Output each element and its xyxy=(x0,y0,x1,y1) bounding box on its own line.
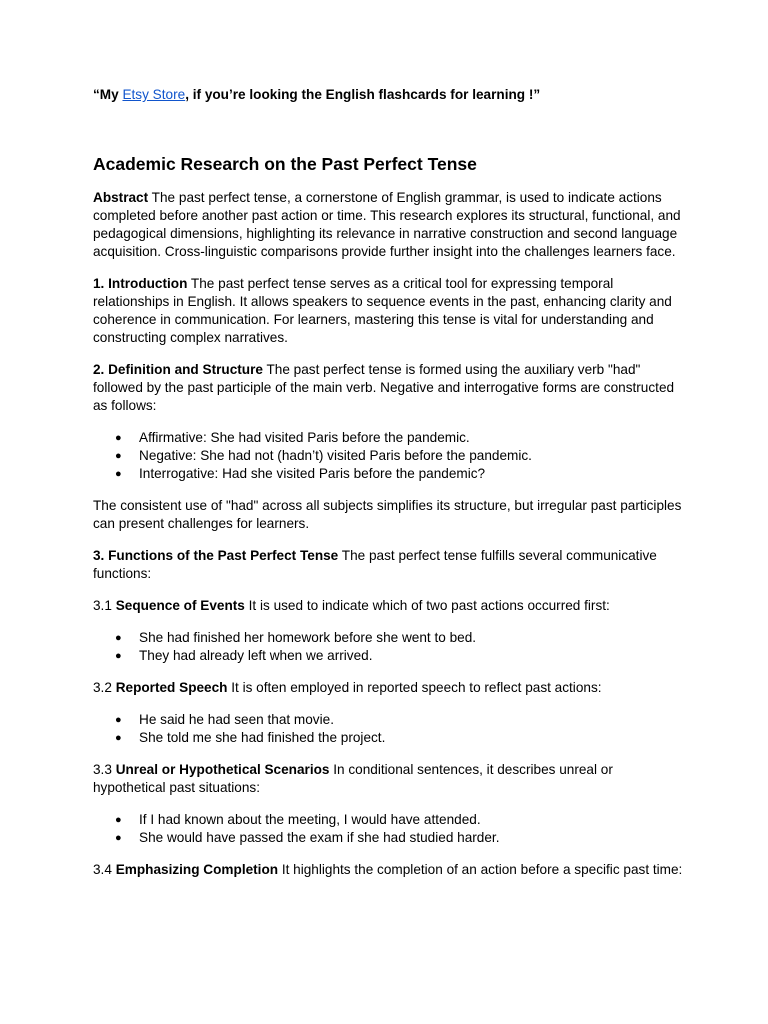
list-item-text: He said he had seen that movie. xyxy=(139,712,334,727)
bullet-icon: ● xyxy=(115,732,122,744)
page-title: Academic Research on the Past Perfect Tense xyxy=(93,154,477,174)
promo-line xyxy=(93,86,683,104)
section-number: 3.3 xyxy=(93,762,116,777)
list-item xyxy=(115,647,683,665)
section-3-2-paragraph xyxy=(93,679,683,697)
list-item-text: If I had known about the meeting, I would have attended. xyxy=(139,812,481,827)
introduction-text: The past perfect tense serves as a critical tool for expressing temporal relationships in English. It allows speakers to sequence events in the past, enhancing clarity and coherence in communication. For learners, mastering this tense is vital for understanding and constructing complex narratives. xyxy=(93,276,672,345)
list-item-text: Negative: She had not (hadn’t) visited Paris before the pandemic. xyxy=(139,448,532,463)
definition-list xyxy=(93,429,683,483)
abstract-text: The past perfect tense, a cornerstone of English grammar, is used to indicate actions completed before another past action or time. This research explores its structural, functional, and pedagogical dimensions, highlighting its relevance in narrative construction and second language acquisition. Cross-linguistic comparisons provide further insight into the challenges learners face. xyxy=(93,190,681,259)
definition-label: 2. Definition and Structure xyxy=(93,362,263,377)
introduction-paragraph xyxy=(93,275,683,347)
promo-suffix: , if you’re looking the English flashcards for learning !” xyxy=(185,87,541,102)
list-item xyxy=(115,829,683,847)
list-item xyxy=(115,429,683,447)
section-3-2-list xyxy=(93,711,683,747)
section-3-1-paragraph xyxy=(93,597,683,615)
list-item xyxy=(115,465,683,483)
bullet-icon: ● xyxy=(115,650,122,662)
list-item xyxy=(115,729,683,747)
bullet-icon: ● xyxy=(115,832,122,844)
section-3-2-label: Reported Speech xyxy=(115,680,228,695)
list-item xyxy=(115,811,683,829)
section-3-3-text: In conditional sentences, it describes unreal or hypothetical past situations: xyxy=(93,762,613,795)
etsy-store-link[interactable]: Etsy Store xyxy=(122,87,186,102)
bullet-icon: ● xyxy=(115,450,122,462)
bullet-icon: ● xyxy=(115,814,122,826)
bullet-icon: ● xyxy=(115,468,122,480)
document-page xyxy=(93,86,683,879)
section-3-1-text: It is used to indicate which of two past actions occurred first: xyxy=(244,598,610,613)
bullet-icon: ● xyxy=(115,432,122,444)
section-number: 3.4 xyxy=(93,862,116,877)
section-number: 3.2 xyxy=(93,680,116,695)
section-3-4-text: It highlights the completion of an action before a specific past time: xyxy=(278,862,683,877)
section-3-1-list xyxy=(93,629,683,665)
list-item xyxy=(115,447,683,465)
bullet-icon: ● xyxy=(115,632,122,644)
section-3-4-paragraph xyxy=(93,861,683,879)
promo-prefix: “My xyxy=(93,87,123,102)
section-3-4-label: Emphasizing Completion xyxy=(115,862,279,877)
functions-paragraph xyxy=(93,547,683,583)
functions-text: The past perfect tense fulfills several communicative functions: xyxy=(93,548,657,581)
definition-text: The past perfect tense is formed using the auxiliary verb "had" followed by the past participle of the main verb. Negative and interrogative forms are constructed as follows: xyxy=(93,362,675,413)
list-item-text: Interrogative: Had she visited Paris before the pandemic? xyxy=(139,466,486,481)
list-item-text: Affirmative: She had visited Paris before the pandemic. xyxy=(139,430,470,445)
list-item-text: She told me she had finished the project. xyxy=(139,730,386,745)
abstract-paragraph xyxy=(93,189,683,261)
section-3-2-text: It is often employed in reported speech to reflect past actions: xyxy=(227,680,602,695)
list-item xyxy=(115,711,683,729)
list-item-text: They had already left when we arrived. xyxy=(139,648,373,663)
functions-label: 3. Functions of the Past Perfect Tense xyxy=(93,548,339,563)
section-number: 3.1 xyxy=(93,598,116,613)
introduction-label: 1. Introduction xyxy=(93,276,188,291)
list-item-text: She would have passed the exam if she had studied harder. xyxy=(139,830,500,845)
section-3-3-list xyxy=(93,811,683,847)
definition-note: The consistent use of "had" across all subjects simplifies its structure, but irregular past participles can present challenges for learners. xyxy=(93,498,682,531)
bullet-icon: ● xyxy=(115,714,122,726)
definition-paragraph xyxy=(93,361,683,415)
section-3-1-label: Sequence of Events xyxy=(115,598,245,613)
list-item-text: She had finished her homework before she went to bed. xyxy=(139,630,477,645)
abstract-label: Abstract xyxy=(93,190,149,205)
section-3-3-paragraph xyxy=(93,761,683,797)
list-item xyxy=(115,629,683,647)
section-3-3-label: Unreal or Hypothetical Scenarios xyxy=(115,762,330,777)
